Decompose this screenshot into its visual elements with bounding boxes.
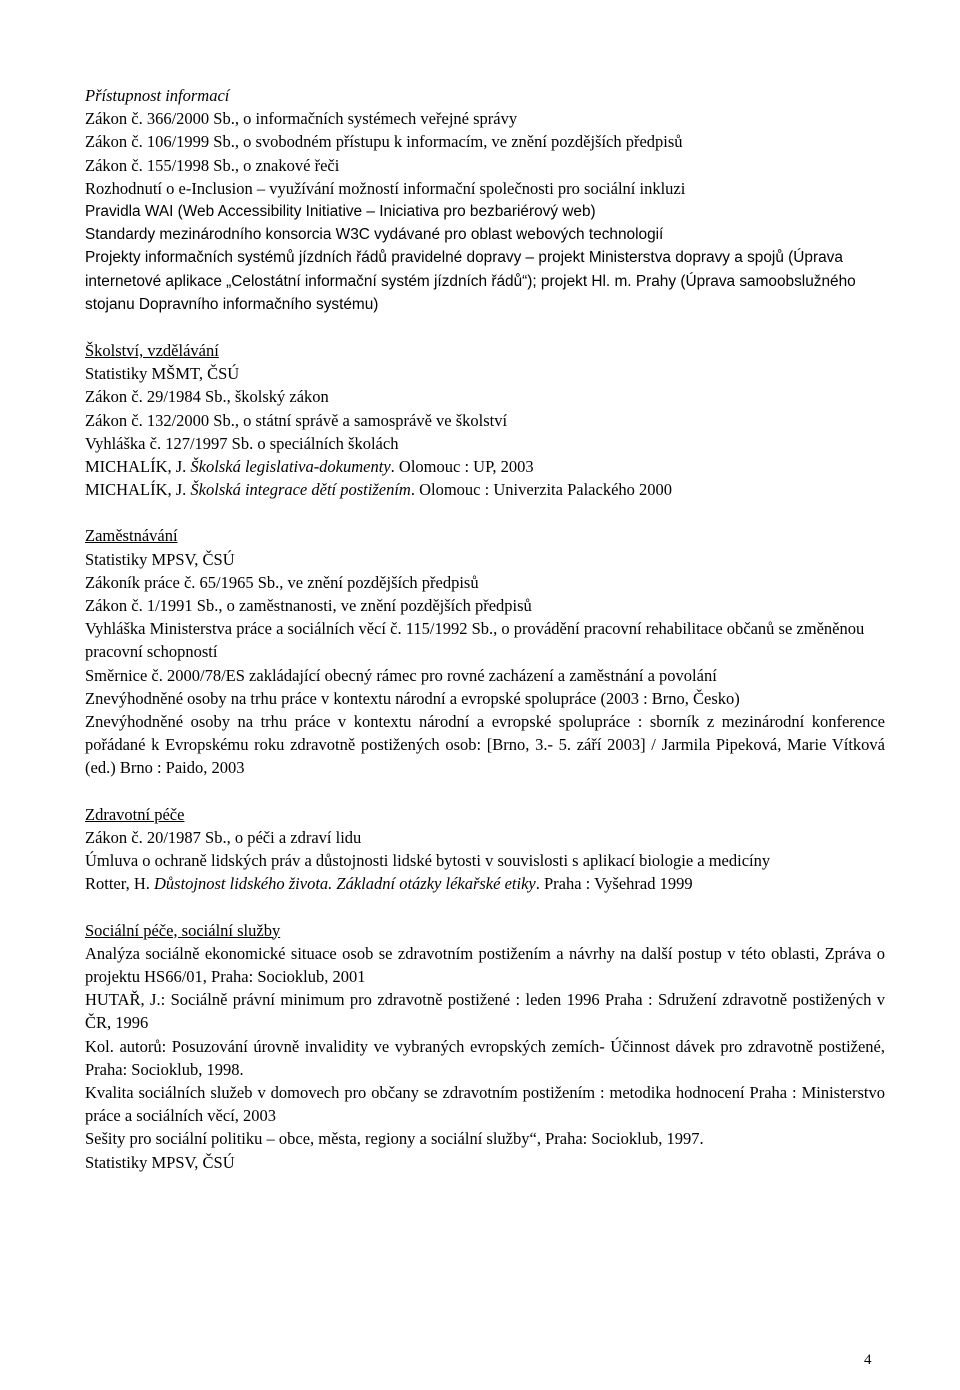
section-heading-employment: Zaměstnávání	[85, 526, 178, 546]
list-item: Úmluva o ochraně lidských práv a důstojnosti lidské bytosti v souvislosti s aplikací biologie a medicíny	[85, 851, 771, 871]
list-item: Vyhláška Ministerstva práce a sociálních věcí č. 115/1992 Sb., o provádění pracovní rehabilitace občanů se změněnou pracovní schopností	[85, 619, 865, 662]
section-spacer	[85, 316, 885, 339]
ref-publisher: . Praha : Vyšehrad 1999	[535, 874, 693, 894]
list-item: Zákon č. 20/1987 Sb., o péči a zdraví lidu	[85, 827, 362, 847]
list-item: HUTAŘ, J.: Sociálně právní minimum pro zdravotně postižené : leden 1996 Praha : Sdružení zdravotně postižených v ČR, 1996	[85, 990, 885, 1033]
ref-author: Rotter, H.	[85, 874, 154, 894]
ref-author: MICHALÍK, J.	[85, 480, 187, 500]
list-item: Zákon č. 1/1991 Sb., o zaměstnanosti, ve znění pozdějších předpisů	[85, 596, 532, 616]
list-item: Zákon č. 106/1999 Sb., o svobodném přístupu k informacím, ve znění pozdějších předpisů	[85, 132, 683, 152]
list-item: Statistiky MPSV, ČSÚ	[85, 1152, 235, 1172]
list-item: Vyhláška č. 127/1997 Sb. o speciálních školách	[85, 433, 399, 453]
section-heading-education: Školství, vzdělávání	[85, 341, 219, 361]
list-item: Znevýhodněné osoby na trhu práce v kontextu národní a evropské spolupráce : sborník z mezinárodní konference pořádané k Evropskému roku zdravotně postižených osob: [Brno, 3.- 5. září 2003] / Jarmila Pipeková, Marie Vítková (ed.) Brno : Paido, 2003	[85, 712, 885, 778]
page-number: 4	[864, 1352, 872, 1368]
section-spacer	[85, 780, 885, 803]
ref-title: Školská integrace dětí postižením	[190, 480, 411, 500]
section-heading-social-care: Sociální péče, sociální služby	[85, 920, 281, 940]
ref-title: Důstojnost lidského života. Základní otázky lékařské etiky	[154, 874, 536, 894]
list-item: Standardy mezinárodního konsorcia W3C vydávané pro oblast webových technologií	[85, 226, 664, 244]
reference-item	[85, 478, 885, 501]
section-heading-healthcare: Zdravotní péče	[85, 804, 185, 824]
section-spacer	[85, 501, 885, 524]
list-item: Pravidla WAI (Web Accessibility Initiative – Iniciativa pro bezbariérový web)	[85, 203, 596, 221]
reference-item	[85, 455, 885, 478]
list-item: Zákon č. 132/2000 Sb., o státní správě a samosprávě ve školství	[85, 410, 508, 430]
list-item: Zákon č. 366/2000 Sb., o informačních systémech veřejné správy	[85, 109, 518, 129]
reference-item	[85, 872, 885, 895]
list-item: Statistiky MŠMT, ČSÚ	[85, 364, 240, 384]
list-item: Rozhodnutí o e-Inclusion – využívání možností informační společnosti pro sociální inkluzi	[85, 178, 686, 198]
section-heading-accessibility: Přístupnost informací	[85, 86, 230, 105]
list-item: Zákon č. 155/1998 Sb., o znakové řeči	[85, 155, 340, 175]
ref-publisher: . Olomouc : Univerzita Palackého 2000	[410, 480, 673, 500]
list-item: Kol. autorů: Posuzování úrovně invalidity ve vybraných evropských zemích- Účinnost dávek pro zdravotně postižené, Praha: Socioklub, 1998.	[85, 1036, 885, 1079]
list-item: Kvalita sociálních služeb v domovech pro občany se zdravotním postižením : metodika hodnocení Praha : Ministerstvo práce a sociálních věcí, 2003	[85, 1082, 885, 1126]
list-item: Analýza sociálně ekonomické situace osob se zdravotním postižením a návrhy na další postup v této oblasti, Zpráva o projektu HS66/01, Praha: Socioklub, 2001	[85, 943, 885, 986]
list-item: Znevýhodněné osoby na trhu práce v kontextu národní a evropské spolupráce (2003 : Brno, Česko)	[85, 688, 740, 708]
list-item: Zákon č. 29/1984 Sb., školský zákon	[85, 387, 329, 407]
list-item: Směrnice č. 2000/78/ES zakládající obecný rámec pro rovné zacházení a zaměstnání a povolání	[85, 665, 717, 685]
ref-title: Školská legislativa-dokumenty	[190, 457, 391, 477]
section-spacer	[85, 896, 885, 919]
ref-author: MICHALÍK, J.	[85, 457, 187, 477]
list-item: Projekty informačních systémů jízdních řádů pravidelné dopravy – projekt Ministerstva dopravy a spojů (Úprava internetové aplikace „Celostátní informační systém jízdních řádů“); projekt Hl. m. Prahy (Úprava samoobslužného stojanu Dopravního informačního systému)	[85, 249, 856, 313]
list-item: Statistiky MPSV, ČSÚ	[85, 549, 235, 569]
list-item: Zákoník práce č. 65/1965 Sb., ve znění pozdějších předpisů	[85, 572, 479, 592]
document-body	[85, 84, 885, 1174]
list-item: Sešity pro sociální politiku – obce, města, regiony a sociální služby“, Praha: Socioklub, 1997.	[85, 1129, 704, 1149]
ref-publisher: . Olomouc : UP, 2003	[390, 457, 534, 477]
